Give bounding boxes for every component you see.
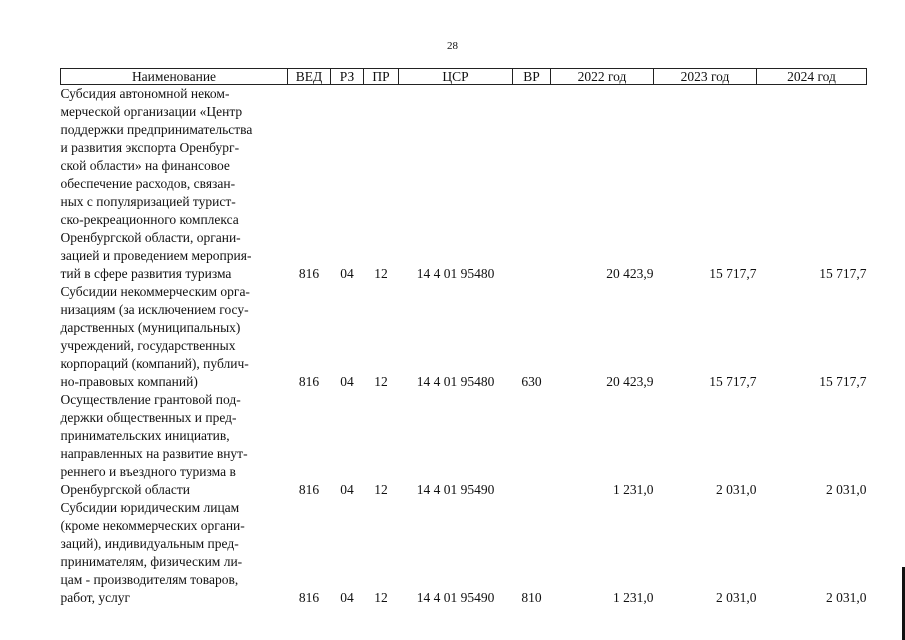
- name-line: дарственных (муниципальных): [60, 320, 241, 335]
- name-line: цам - производителям товаров,: [60, 572, 239, 587]
- cell-y2023: 15 717,7: [709, 266, 757, 281]
- cell-y2023: 15 717,7: [709, 374, 757, 389]
- header-2023: 2023 год: [654, 69, 757, 85]
- name-line: мерческой организации «Центр: [60, 104, 243, 119]
- header-name: Наименование: [61, 69, 288, 85]
- budget-table: [60, 68, 867, 607]
- cell-pr: 12: [374, 266, 388, 281]
- name-line: принимательских инициатив,: [60, 428, 230, 443]
- cell-csr: 14 4 01 95480: [416, 266, 495, 281]
- name-line: Субсидии юридическим лицам: [60, 500, 240, 515]
- cell-rz: 04: [340, 590, 354, 605]
- header-csr: ЦСР: [399, 69, 513, 85]
- name-line: принимателям, физическим ли-: [60, 554, 243, 569]
- name-line: поддержки предпринимательства: [60, 122, 253, 137]
- name-line: корпораций (компаний), публич-: [60, 356, 249, 371]
- cell-y2024: 15 717,7: [819, 374, 867, 389]
- name-line: реннего и въездного туризма в: [60, 464, 236, 479]
- table-row: [61, 391, 867, 499]
- cell-y2022: 20 423,9: [606, 374, 654, 389]
- cell-pr: 12: [374, 482, 388, 497]
- cell-y2022: 1 231,0: [613, 590, 654, 605]
- name-line: работ, услуг: [60, 590, 131, 605]
- cell-rz: 04: [340, 374, 354, 389]
- cell-y2023: 2 031,0: [716, 590, 757, 605]
- cell-pr: 12: [374, 374, 388, 389]
- cell-y2022: 1 231,0: [613, 482, 654, 497]
- cell-vr: 810: [521, 590, 542, 605]
- name-line: Осуществление грантовой под-: [60, 392, 241, 407]
- name-line: Оренбургской области: [60, 482, 190, 497]
- page-number: 28: [447, 40, 458, 52]
- header-ved: ВЕД: [288, 69, 331, 85]
- table-header-row: [61, 69, 867, 85]
- cell-y2023: 2 031,0: [716, 482, 757, 497]
- cell-csr: 14 4 01 95490: [416, 482, 495, 497]
- name-line: но-правовых компаний): [60, 374, 198, 389]
- header-rz: РЗ: [331, 69, 364, 85]
- cell-rz: 04: [340, 266, 354, 281]
- cell-name: [61, 391, 288, 499]
- cell-y2024: 2 031,0: [826, 590, 867, 605]
- name-line: Субсидия автономной неком-: [60, 86, 230, 101]
- cell-vr: 630: [521, 374, 542, 389]
- name-line: ской области» на финансовое: [60, 158, 230, 173]
- name-line: тий в сфере развития туризма: [60, 266, 232, 281]
- table-row: [61, 85, 867, 284]
- cell-name: [61, 499, 288, 607]
- cell-csr: 14 4 01 95490: [416, 590, 495, 605]
- name-line: обеспечение расходов, связан-: [60, 176, 236, 191]
- name-line: заций), индивидуальным пред-: [60, 536, 239, 551]
- table-row: [61, 283, 867, 391]
- name-line: Оренбургской области, органи-: [60, 230, 241, 245]
- cell-y2024: 15 717,7: [819, 266, 867, 281]
- name-line: держки общественных и пред-: [60, 410, 237, 425]
- header-vr: ВР: [513, 69, 551, 85]
- header-pr: ПР: [364, 69, 399, 85]
- cell-name: [61, 283, 288, 391]
- cell-csr: 14 4 01 95480: [416, 374, 495, 389]
- cell-name: [61, 85, 288, 284]
- cell-ved: 816: [298, 374, 320, 389]
- cell-y2024: 2 031,0: [826, 482, 867, 497]
- name-line: и развития экспорта Оренбург-: [60, 140, 240, 155]
- name-line: направленных на развитие внут-: [60, 446, 248, 461]
- cell-ved: 816: [298, 266, 320, 281]
- name-line: ско-рекреационного комплекса: [60, 212, 239, 227]
- name-line: низациям (за исключением госу-: [60, 302, 249, 317]
- name-line: ных с популяризацией турист-: [60, 194, 236, 209]
- cell-y2022: 20 423,9: [606, 266, 654, 281]
- header-2024: 2024 год: [757, 69, 867, 85]
- cell-vr: [513, 85, 551, 284]
- header-2022: 2022 год: [551, 69, 654, 85]
- cell-vr: [513, 391, 551, 499]
- name-line: учреждений, государственных: [60, 338, 236, 353]
- cell-pr: 12: [374, 590, 388, 605]
- cell-rz: 04: [340, 482, 354, 497]
- cell-ved: 816: [298, 482, 320, 497]
- name-line: (кроме некоммерческих органи-: [60, 518, 245, 533]
- name-line: зацией и проведением мероприя-: [60, 248, 252, 263]
- cell-ved: 816: [298, 590, 320, 605]
- table-row: [61, 499, 867, 607]
- name-line: Субсидии некоммерческим орга-: [60, 284, 250, 299]
